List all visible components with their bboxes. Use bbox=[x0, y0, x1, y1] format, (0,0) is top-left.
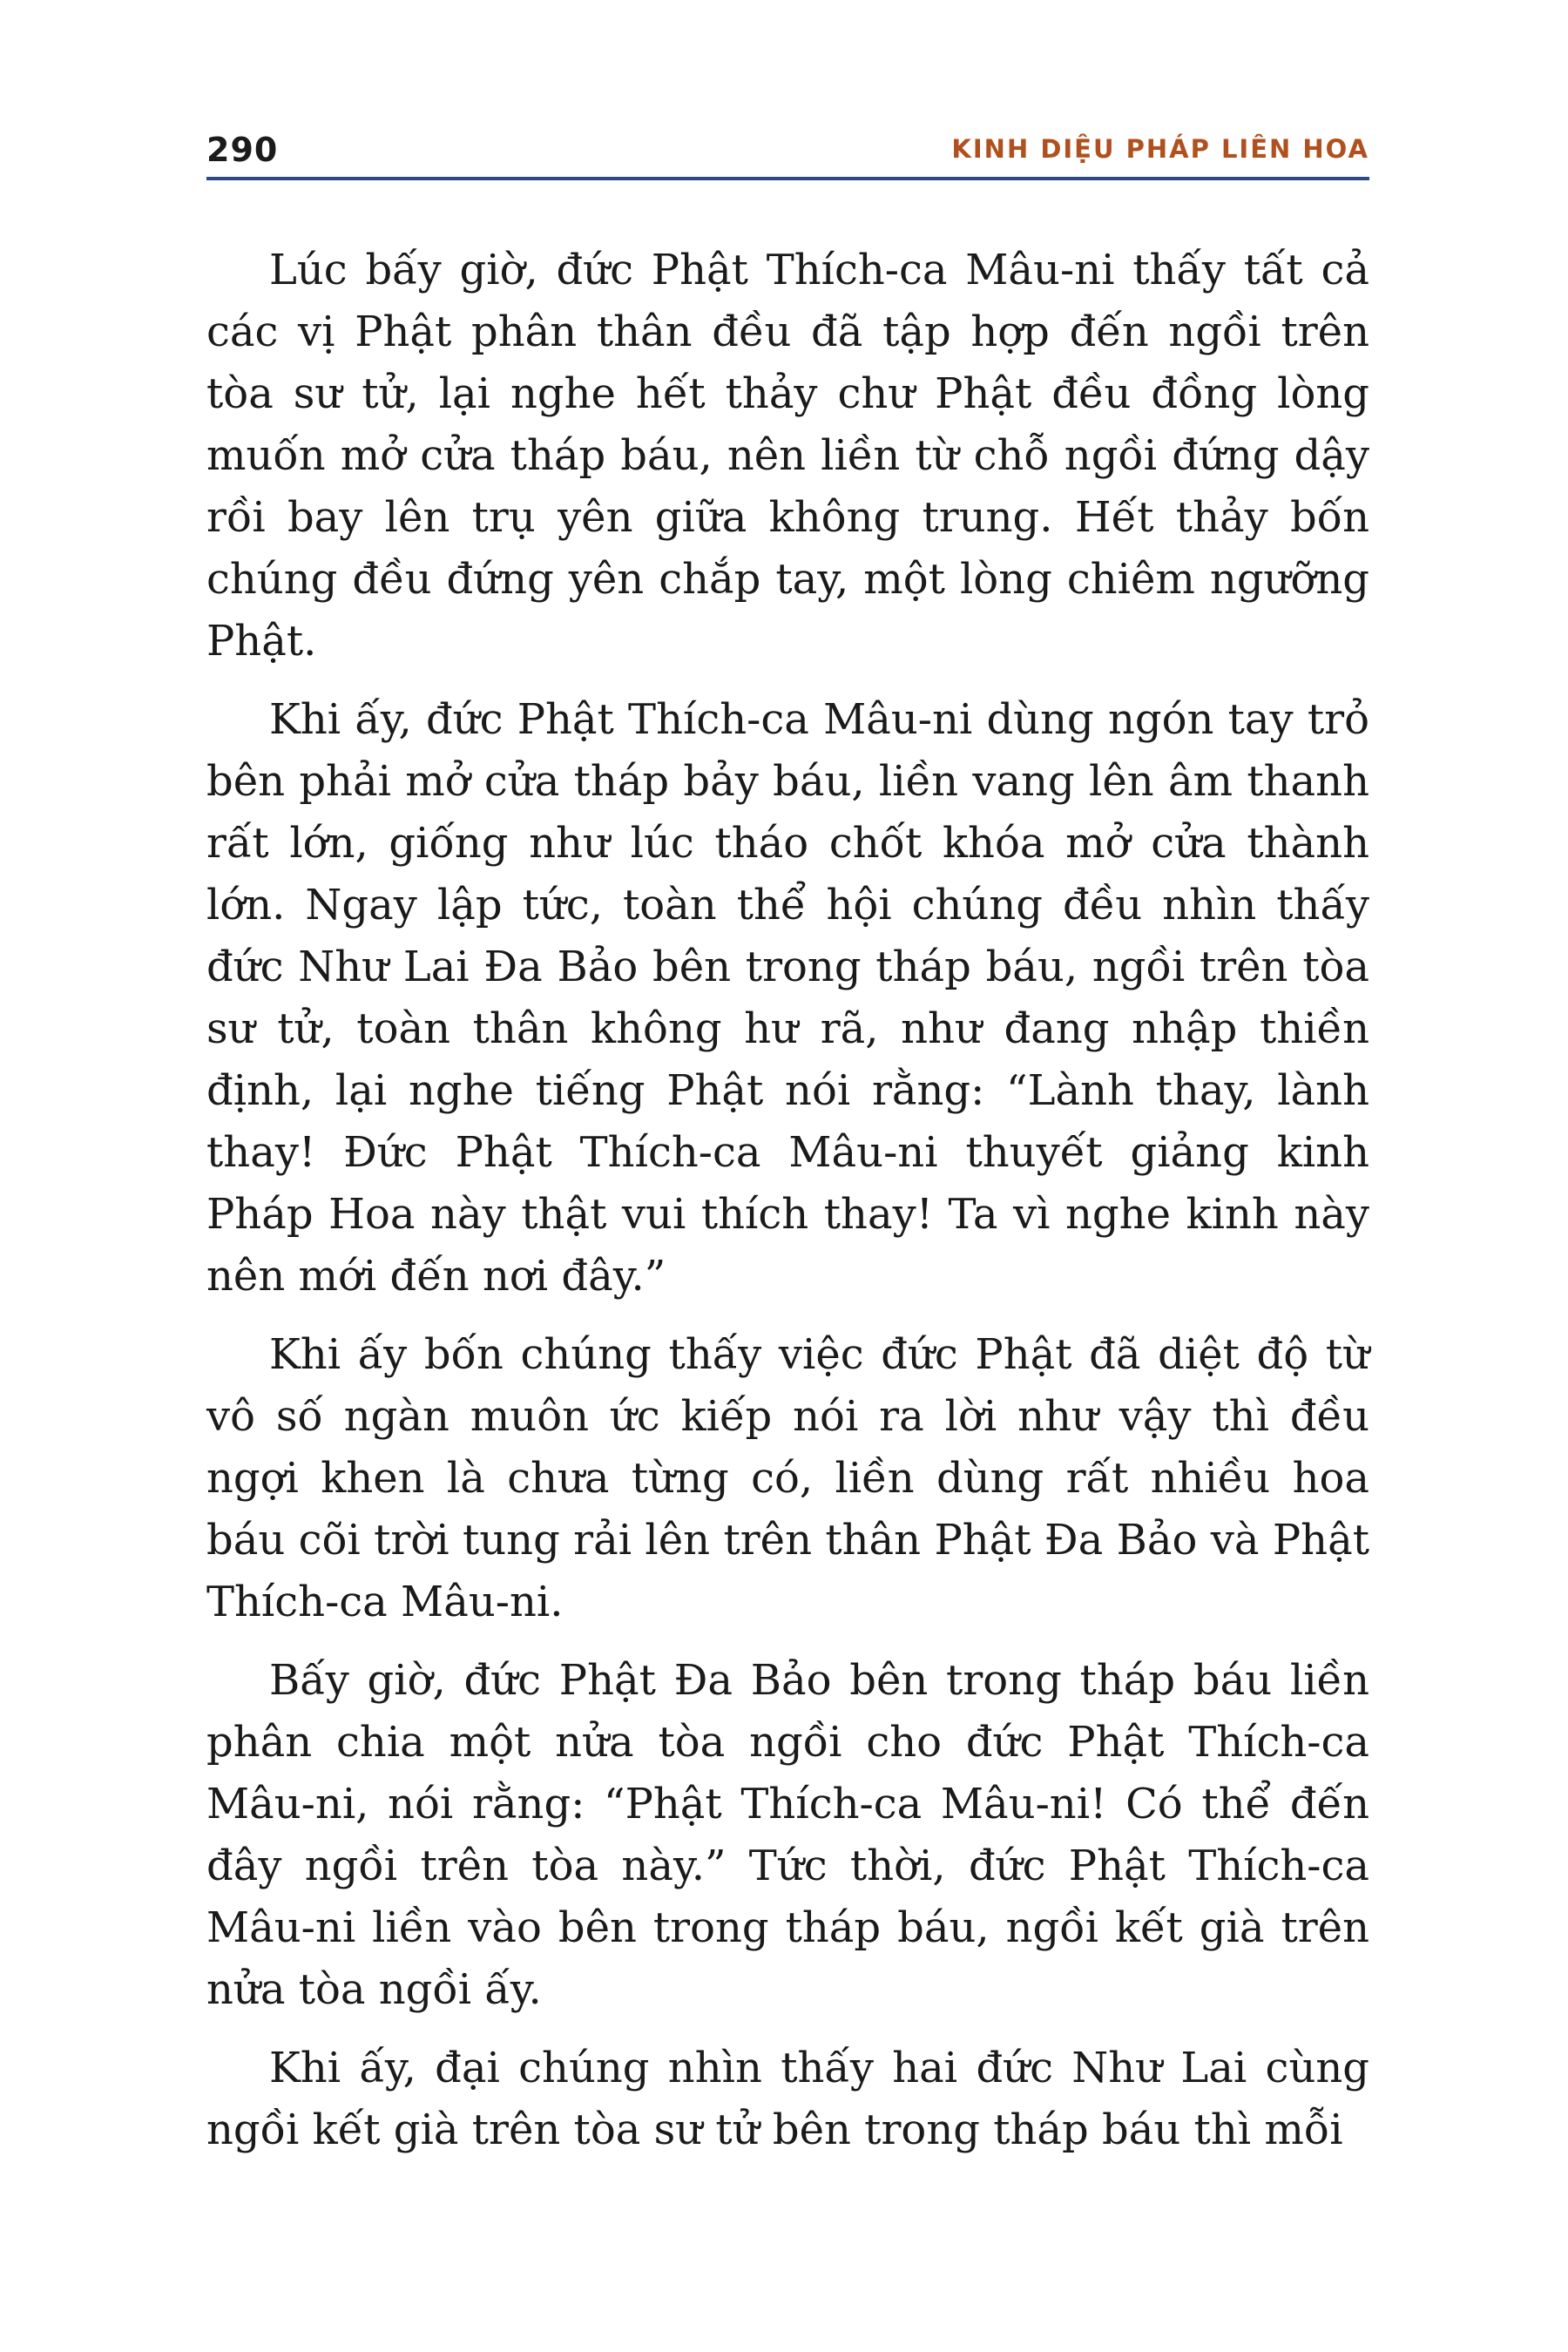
running-title: KINH DIỆU PHÁP LIÊN HOA bbox=[951, 134, 1369, 164]
paragraph-2: Khi ấy, đức Phật Thích-ca Mâu-ni dùng ngón tay trỏ bên phải mở cửa tháp bảy báu, liền vang lên âm thanh rất lớn, giống như lúc tháo chốt khóa mở cửa thành lớn. Ngay lập tức, toàn thể hội chúng đều nhìn thấy đức Như Lai Đa Bảo bên trong tháp báu, ngồi trên tòa sư tử, toàn thân không hư rã, như đang nhập thiền định, lại nghe tiếng Phật nói rằng: “Lành thay, lành thay! Đức Phật Thích-ca Mâu-ni thuyết giảng kinh Pháp Hoa này thật vui thích thay! Ta vì nghe kinh này nên mới đến nơi đây.” bbox=[206, 695, 1369, 1301]
page-header bbox=[206, 118, 1369, 179]
body-text bbox=[206, 240, 1369, 2178]
paragraph-3: Khi ấy bốn chúng thấy việc đức Phật đã diệt độ từ vô số ngàn muôn ức kiếp nói ra lời như vậy thì đều ngợi khen là chưa từng có, liền dùng rất nhiều hoa báu cõi trời tung rải lên trên thân Phật Đa Bảo và Phật Thích-ca Mâu-ni. bbox=[206, 1330, 1369, 1626]
paragraph-5: Khi ấy, đại chúng nhìn thấy hai đức Như Lai cùng ngồi kết già trên tòa sư tử bên trong tháp báu thì mỗi bbox=[206, 2044, 1369, 2154]
paragraph-1: Lúc bấy giờ, đức Phật Thích-ca Mâu-ni thấy tất cả các vị Phật phân thân đều đã tập hợp đến ngồi trên tòa sư tử, lại nghe hết thảy chư Phật đều đồng lòng muốn mở cửa tháp báu, nên liền từ chỗ ngồi đứng dậy rồi bay lên trụ yên giữa không trung. Hết thảy bốn chúng đều đứng yên chắp tay, một lòng chiêm ngưỡng Phật. bbox=[206, 246, 1369, 666]
page-number: 290 bbox=[206, 131, 279, 169]
header-rule bbox=[206, 177, 1369, 180]
paragraph-4: Bấy giờ, đức Phật Đa Bảo bên trong tháp báu liền phân chia một nửa tòa ngồi cho đức Phật Thích-ca Mâu-ni, nói rằng: “Phật Thích-ca Mâu-ni! Có thể đến đây ngồi trên tòa này.” Tức thời, đức Phật Thích-ca Mâu-ni liền vào bên trong tháp báu, ngồi kết già trên nửa tòa ngồi ấy. bbox=[206, 1656, 1369, 2014]
